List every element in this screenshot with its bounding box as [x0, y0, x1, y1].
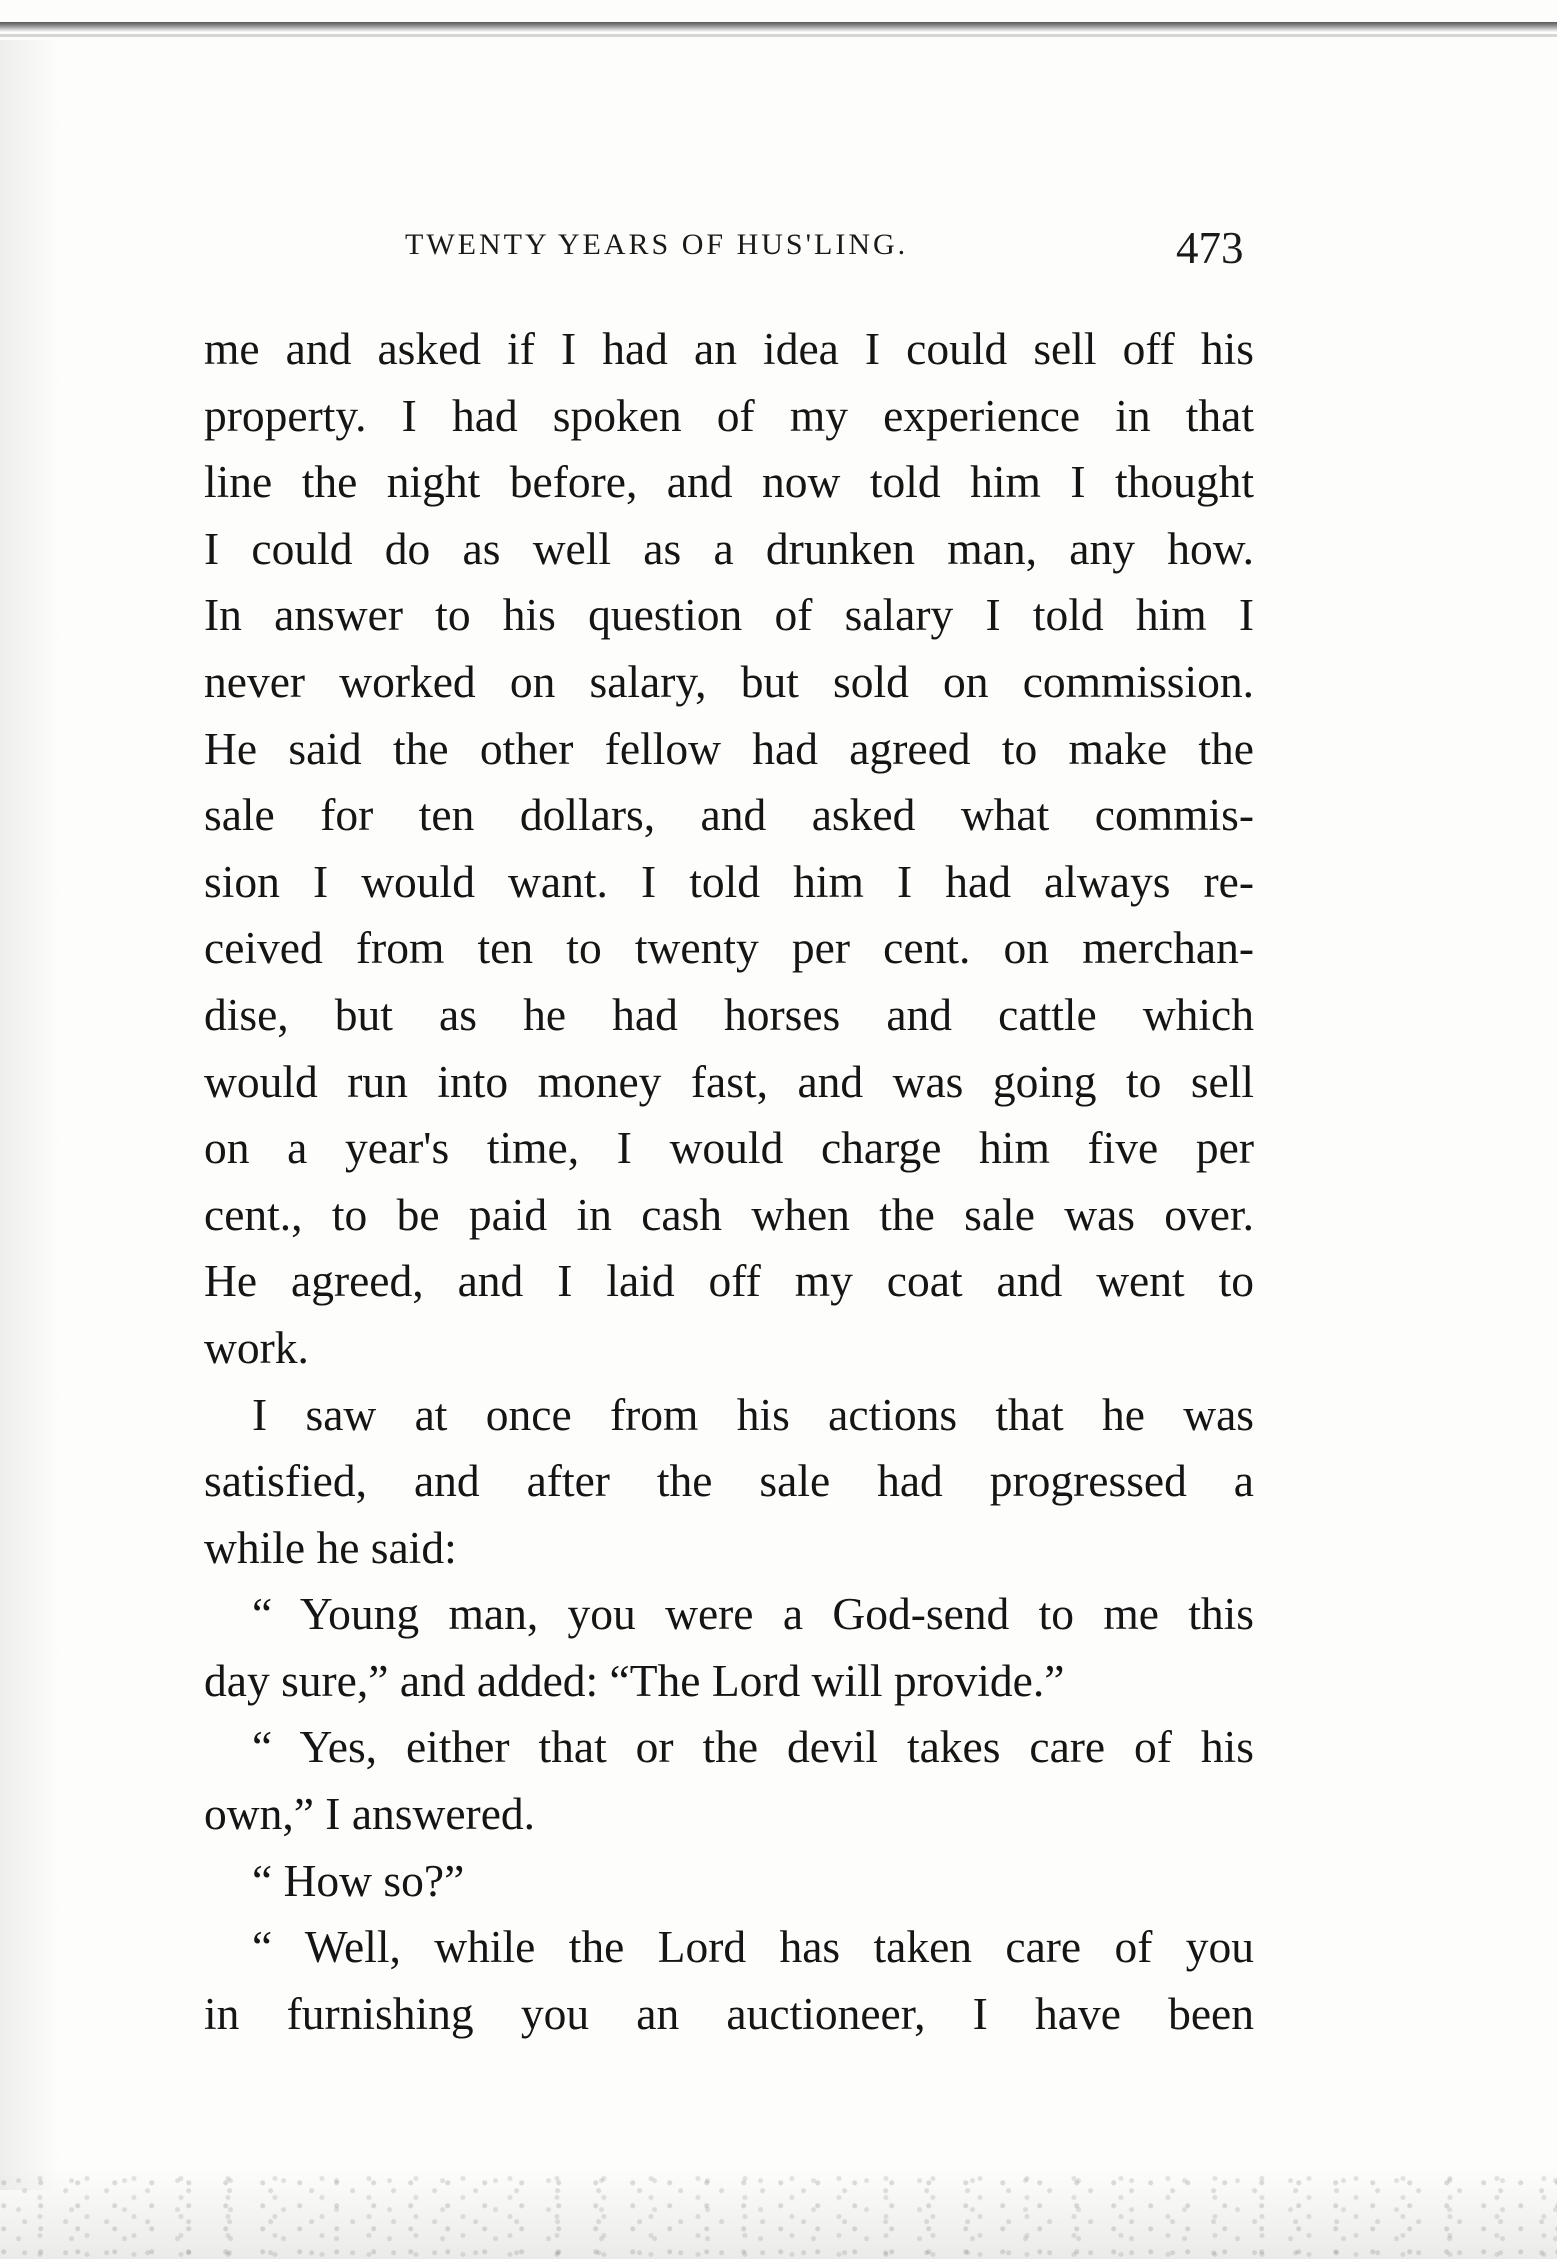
text-line: day sure,” and added: “The Lord will provide.”	[204, 1654, 1065, 1706]
text-line: satisfied, and after the sale had progressed a	[204, 1455, 1254, 1507]
page-number: 473	[1176, 223, 1244, 273]
scan-left-margin-noise	[0, 40, 60, 2190]
scan-top-edge	[0, 22, 1557, 32]
scan-top-edge-shadow	[0, 34, 1557, 37]
text-line: in furnishing you an auctioneer, I have been	[204, 1987, 1254, 2039]
text-line: me and asked if I had an idea I could sell off his	[204, 323, 1254, 374]
text-line: cent., to be paid in cash when the sale was over.	[204, 1188, 1254, 1240]
text-line: sale for ten dollars, and asked what commis-	[204, 789, 1254, 841]
text-line: property. I had spoken of my experience in that	[204, 389, 1254, 441]
scan-bottom-noise	[0, 2169, 1557, 2259]
text-line: would run into money fast, and was going to sell	[204, 1055, 1254, 1107]
text-line: “ Well, while the Lord has taken care of you	[252, 1921, 1254, 1973]
body-text	[204, 316, 1254, 2047]
text-line: He said the other fellow had agreed to make the	[204, 722, 1254, 774]
text-line: ceived from ten to twenty per cent. on merchan-	[204, 922, 1254, 974]
text-line: “ Yes, either that or the devil takes care of his	[252, 1721, 1254, 1773]
text-line: “ Young man, you were a God-send to me this	[252, 1588, 1254, 1640]
text-line: “ How so?”	[252, 1854, 465, 1906]
running-head: TWENTY YEARS OF HUS'LING.	[405, 228, 909, 261]
text-line: own,” I answered.	[204, 1788, 536, 1840]
text-line: line the night before, and now told him I thought	[204, 456, 1254, 508]
text-line: sion I would want. I told him I had always re-	[204, 855, 1254, 907]
text-line: He agreed, and I laid off my coat and went to	[204, 1255, 1254, 1307]
text-line: work.	[204, 1321, 309, 1373]
text-line: dise, but as he had horses and cattle which	[204, 988, 1254, 1040]
text-line: while he said:	[204, 1521, 457, 1573]
text-line: on a year's time, I would charge him five per	[204, 1122, 1254, 1174]
text-line: I could do as well as a drunken man, any how.	[204, 522, 1254, 574]
text-line: In answer to his question of salary I told him I	[204, 589, 1254, 641]
text-line: I saw at once from his actions that he was	[252, 1388, 1254, 1440]
text-line: never worked on salary, but sold on commission.	[204, 655, 1254, 707]
